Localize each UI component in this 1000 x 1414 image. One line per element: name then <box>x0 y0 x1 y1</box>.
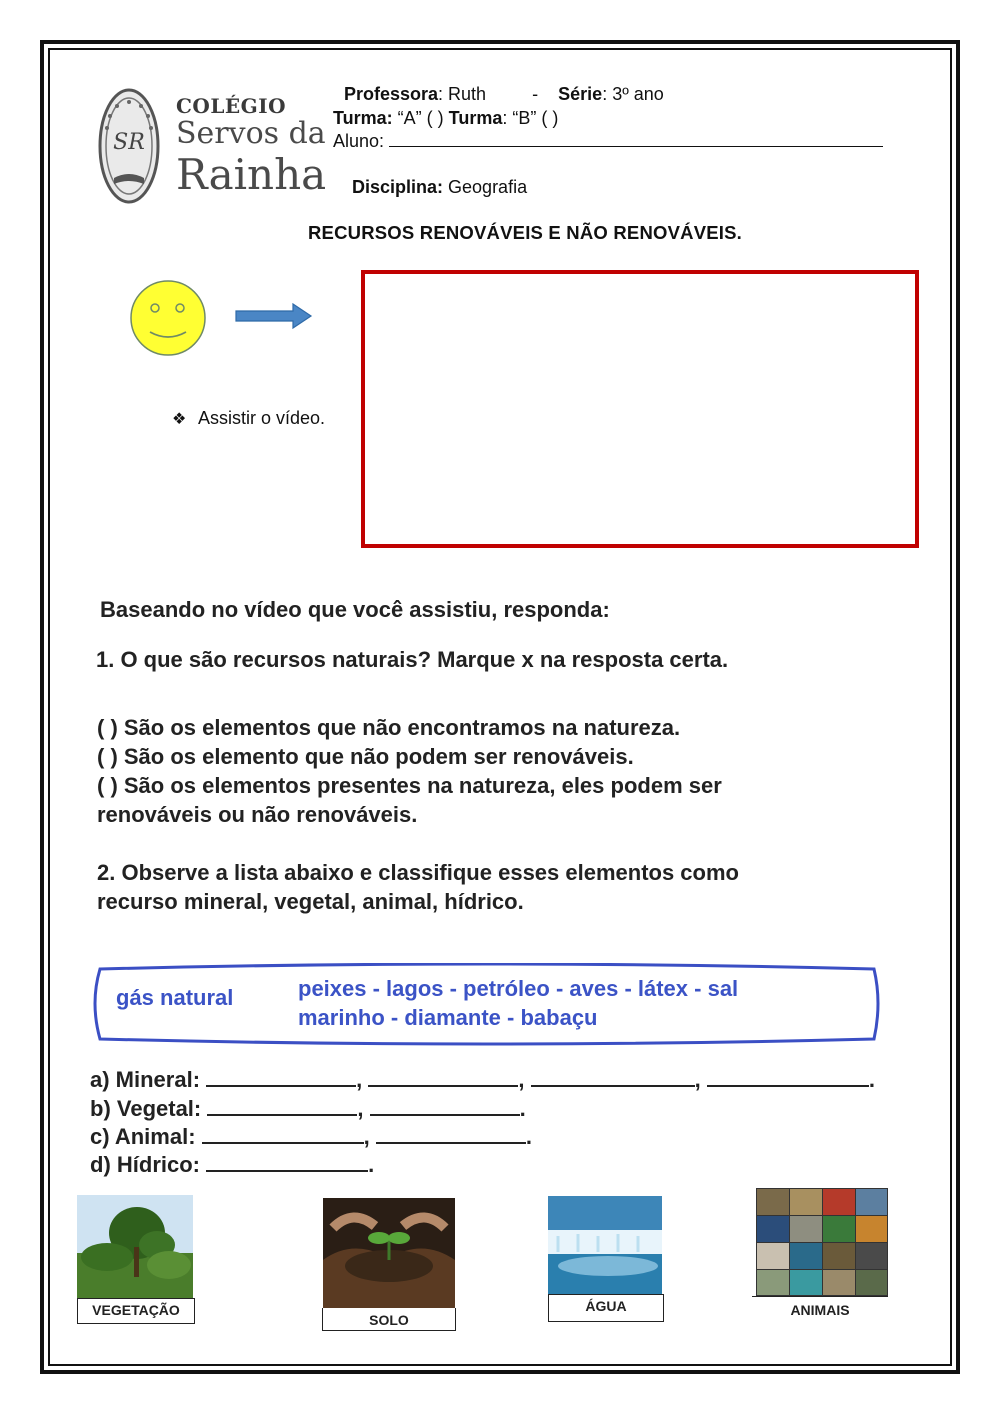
animals-caption: ANIMAIS <box>752 1296 888 1325</box>
question-2-prompt-line-2: recurso mineral, vegetal, animal, hídrico. <box>97 889 524 914</box>
comma: , <box>357 1096 364 1121</box>
video-instruction <box>172 408 325 429</box>
logo-line-1: COLÉGIO <box>176 94 287 118</box>
mineral-blank-1[interactable] <box>206 1067 356 1087</box>
teacher-label: Professora <box>344 84 439 104</box>
header-dash: - <box>532 84 539 104</box>
question-1-option-2[interactable]: ( ) São os elemento que não podem ser renováveis. <box>97 744 634 769</box>
school-logo <box>92 82 327 212</box>
word-bank-line-2: marinho - diamante - babaçu <box>298 1005 598 1030</box>
class-line <box>333 108 558 129</box>
subject-value: Geografia <box>443 177 528 197</box>
animal-blank-2[interactable] <box>376 1124 526 1144</box>
period: . <box>368 1152 375 1177</box>
mineral-blank-2[interactable] <box>368 1067 518 1087</box>
answer-vegetal-label: b) Vegetal: <box>90 1096 202 1121</box>
hidrico-blank-1[interactable] <box>206 1152 368 1172</box>
mineral-blank-4[interactable] <box>707 1067 869 1087</box>
subject-label: Disciplina: <box>352 177 444 197</box>
smiley-icon <box>130 280 210 360</box>
comma: , <box>363 1124 370 1149</box>
bullet-icon: ❖ <box>172 411 187 428</box>
intro-text: Baseando no vídeo que você assistiu, responda: <box>100 597 610 622</box>
student-line <box>333 131 883 152</box>
question-2-prompt-line-1: 2. Observe a lista abaixo e classifique esses elementos como <box>97 860 739 885</box>
vegetal-blank-1[interactable] <box>207 1096 357 1116</box>
word-bank-line-1: peixes - lagos - petróleo - aves - látex - sal <box>298 976 739 1001</box>
comma: , <box>694 1067 701 1092</box>
question-1-option-3[interactable]: ( ) São os elementos presentes na natureza, eles podem ser <box>97 773 722 798</box>
subject-line <box>352 177 527 198</box>
vegetation-caption: VEGETAÇÃO <box>77 1298 195 1324</box>
class-label: Turma: <box>333 108 393 128</box>
teacher-value: : Ruth <box>438 84 487 104</box>
answer-animal <box>90 1124 532 1150</box>
animal-blank-1[interactable] <box>202 1124 364 1144</box>
period: . <box>525 1124 533 1149</box>
class-b-option[interactable]: : “B” ( ) <box>502 108 559 128</box>
class-a-option[interactable]: “A” ( ) <box>392 108 449 128</box>
video-instruction-text: Assistir o vídeo. <box>198 408 326 428</box>
answer-mineral-label: a) Mineral: <box>90 1067 201 1092</box>
page-title: RECURSOS RENOVÁVEIS E NÃO RENOVÁVEIS. <box>307 222 742 243</box>
grade-label: Série <box>558 84 603 104</box>
logo-line-2: Servos da <box>176 116 326 151</box>
answer-vegetal <box>90 1096 526 1122</box>
soil-image <box>323 1198 455 1308</box>
grade-value: : 3º ano <box>602 84 664 104</box>
answer-hidrico-label: d) Hídrico: <box>90 1152 200 1177</box>
vegetation-image <box>77 1195 193 1299</box>
answer-mineral <box>90 1067 875 1093</box>
question-1-prompt: 1. O que são recursos naturais? Marque x na resposta certa. <box>96 647 729 672</box>
student-label: Aluno: <box>333 131 385 151</box>
teacher-grade-line <box>344 84 664 105</box>
answer-animal-label: c) Animal: <box>90 1124 196 1149</box>
period: . <box>519 1096 526 1121</box>
word-bank-list <box>298 974 818 1032</box>
animals-image <box>756 1188 888 1296</box>
word-bank-item-gas-natural: gás natural <box>116 985 234 1010</box>
class-label-2: Turma <box>448 108 503 128</box>
water-caption: ÁGUA <box>548 1294 664 1322</box>
arrow-right-icon <box>235 303 315 331</box>
water-image <box>548 1196 662 1294</box>
comma: , <box>356 1067 363 1092</box>
question-1-option-3-cont: renováveis ou não renováveis. <box>97 802 418 827</box>
question-1-option-1[interactable]: ( ) São os elementos que não encontramos na natureza. <box>97 715 681 740</box>
period: . <box>868 1067 876 1092</box>
student-name-field[interactable] <box>389 146 883 147</box>
soil-caption: SOLO <box>322 1308 456 1331</box>
vegetal-blank-2[interactable] <box>370 1096 520 1116</box>
logo-monogram: SR <box>113 130 145 155</box>
logo-line-3: Rainha <box>176 150 327 199</box>
mineral-blank-3[interactable] <box>531 1067 695 1087</box>
comma: , <box>518 1067 525 1092</box>
video-player[interactable] <box>361 270 919 548</box>
answer-hidrico <box>90 1152 374 1178</box>
